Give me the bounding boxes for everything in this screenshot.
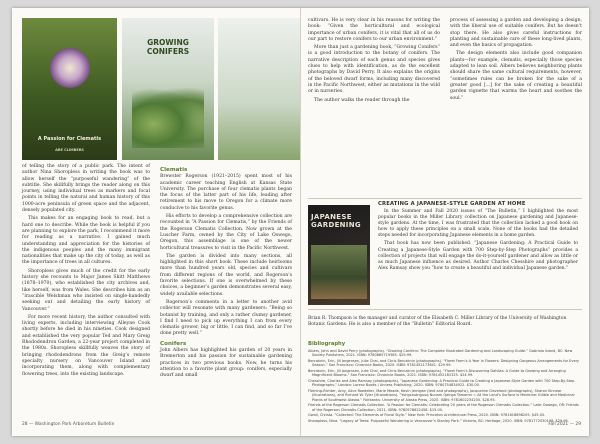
left-page-footer: 28 — Washington Park Arboretum Bulletin bbox=[22, 422, 115, 427]
bibliography-entry: Fleming-Richter, Amy, Alice Roedeker, Marie Meade, Kevin Jernigan (text and photographs), Jacqueline Cleveland (photographs), Sharon Kinnear (illustrations), and Richard W. Tyler (illustrations). “Yungcautnguuq Nunam Qainga Tamarmi = All the Land’s Surface Is Medicine: Edible and Medicinal Plants of Southwest Alaska.” Fairbanks: University of Alaska Press, 2020. ISBN: 9781602234200. $28.95. bbox=[308, 388, 575, 403]
paragraph: That book has now been published. “Japanese Gardening: A Practical Guide to Creating a Japanese-Style Garden with 700 Step-by-Step Photographs” provides a collection of projects that will engage the do-it-yourself gardener and allow as little or as much Japanese influence as desired. Author Charles Chesshire and photographer Alex Ramsay show you “how to create a beautiful and individual Japanese garden.” bbox=[378, 241, 578, 271]
paragraph: The author walks the reader through the bbox=[314, 97, 410, 103]
paragraph: His efforts to develop a comprehensive collection are recounted in “A Passion for Clematis,” by the Friends of the Rogerson Clematis Collection. Now grown at the Luscher Farm, owned by the City of Lake Oswego, Oregon, this assemblage is one of the newer horticultural treasures to visit in the Pacific Northwest. bbox=[160, 214, 292, 251]
conifer-photo bbox=[132, 88, 204, 148]
sidebar-heading: CREATING A JAPANESE-STYLE GARDEN AT HOME bbox=[378, 201, 526, 207]
page-gutter bbox=[300, 8, 301, 436]
right-page-footer: Fall 2021 — 29 bbox=[548, 422, 581, 427]
paragraph: This makes for an engaging book to read, but a hard one to describe. While the book is helpful if you are planning to explore the park, I recommend it more for reading as a narrative. I gained much understanding and appreciation for the histories of the indigenous peoples and the many immigrant nationalities that make up the city of today, as well as the importance of trees in all cultures. bbox=[22, 216, 150, 266]
bibliography-entry: Chesshire, Charles and Alex Ramsay (photographs). “Japanese Gardening: A Practical Guide to Creating a Japanese-Style Garden with 700 Step-By-Step Photographs.” London: Lorenz Books / Anness Publishing, 2020. ISBN: 9780754834922. $30.00. bbox=[308, 378, 575, 388]
bibliography-entry: Bercaknin, Erin, Jill Jorgensen, Julie Chai, and Chris Bercaknin (photographs). “Floret Farm’s Discovering Dahlias: A Guide to Growing and Arranging Magnificent Blooms.” San Francisco: Chronicle Books, 2021. ISBN: 9781452181325. $24.99. bbox=[308, 368, 566, 378]
clematis-flower-image bbox=[50, 48, 90, 88]
paragraph: Brewster Rogerson (1921–2015) spent most of his academic career teaching English at Kansas State University. The purchase of four clematis plants began the focus of the latter part of his life, leading after retirement to his move to Oregon for a climate more conducive to his favorite genus. bbox=[160, 174, 292, 211]
garden-photo bbox=[311, 245, 367, 299]
section-heading-clematis: Clematis bbox=[160, 167, 188, 173]
sidebar-japanese-garden bbox=[308, 198, 582, 310]
bibliography-entry: Shoropless, Nina. “Legacy of Trees: Purposeful Wandering in Vancouver’s Stanley Park.” Victoria, BC: Heritage, 2020. ISBN: 9781772030198. $29.95. bbox=[308, 418, 569, 423]
magazine-spread bbox=[12, 8, 589, 436]
cover-title: A Passion for Clematis bbox=[37, 136, 102, 142]
cover-title: JAPANESE GARDENING bbox=[311, 213, 361, 229]
right-column-1 bbox=[308, 18, 440, 106]
section-heading-conifers: Conifers bbox=[160, 340, 187, 347]
bibliography-entry: Friends of the Rogerson Clematis Collection. “A Passion for Clematis: Celebrating 20 years of the Rogerson Clematis Collection.” Lake Oswego, OR: Friends of the Rogerson Clematis Collection, 2021. ISBN: 9780578622458. $15.00. bbox=[308, 403, 579, 413]
paragraph: of telling the story of a public park. The intent of author Nina Shoropless in writing the book was to allow herself the “purposeful wandering” of the subtitle. She skillfully brings the reader along on this journey, using individual trees as markers and focal points in telling the natural and human history of this 1000-acre peninsula of green space and the adjacent, densely populated city. bbox=[22, 164, 150, 214]
left-column-2 bbox=[160, 164, 292, 382]
book-cover-japanese-gardening bbox=[308, 205, 370, 305]
paragraph: The garden is divided into many sections, all highlighted in this short book. These include heirlooms more than hundred years old, species and cultivars from different regions of the world, and Rogerson’s favorite selections. If one is overwhelmed by these choices, a beginner’s garden demonstrates several easy, widely available selections. bbox=[160, 253, 292, 297]
cover-subtitle: ARE CLIMBERS bbox=[55, 148, 84, 152]
paragraph: Shoropless gives much of the credit for the early history she recounts to Major James Skitt Matthews (1878–1970), who established the city archives and, like herself, was from Wales. She describes him as an “irascible Welshman who insisted on single-handedly seeking out and detailing the early history of Vancouver.” bbox=[22, 268, 150, 312]
paragraph: More than just a gardening book, “Growing Conifers” is a good introduction to the botany of conifers. The narrative description of each genus and species gives clues to help with identification, as do the excellent photographs by David Perry. It also explains the origins of the beloved dwarf forms, including many discovered in the Pacific Northwest, either as mutations in the wild or in nurseries. bbox=[308, 45, 440, 95]
bibliography-entry: Bercaknin, Erin, Jill Jorgensen, Julie Chai, and Chris Bercaknin (photographs). “Floret Farm’s A Year in Flowers: Designing Gorgeous Arrangements for Every Season.” San Francisco: Chronicle Books, 2020. ISBN: 9781452173641. $29.99. bbox=[308, 358, 580, 368]
author-bio: Brian R. Thompson is the manager and curator of the Elisabeth C. Miller Library of the University of Washington Botanic Gardens. He is also a member of the “Bulletin” Editorial Board. bbox=[308, 316, 567, 328]
bibliography-entry: Gwall, Christa. “Collected: The Elements of Floral Style.” New York: Princeton Architectural Press, 2020. ISBN: 9781616898205. $45.00. bbox=[308, 413, 546, 418]
bibliography-heading: Bibliography bbox=[308, 341, 346, 347]
paragraph: The design elements also include good companion plants—for example, clematis, especially those species adapted to lean soil. Albers believes neighboring plants should share the same cultural requirements, however, “sometimes rules can be broken for the sake of a greater good […] for the sake of creating a beautiful garden vignette that warms the heart and soothes the soul.” bbox=[450, 51, 582, 101]
paragraph: For more recent history, the author consulted with living experts, including interviewing Alleyne Cook shortly before he died in his nineties. Cook designed and established the very popular Ted and Mary Greig Rhododendron Garden, a 22-year project completed in the 1980s. Shoropless skillfully weaves the story of bringing rhododendrons from the Greig’s remote specialty nursery on Vancouver Island and incorporating them, along with complementary flowering trees, into the existing landscape. bbox=[22, 314, 150, 377]
background-photo bbox=[218, 18, 300, 160]
paragraph: In the Summer and Fall 2020 issues of “The Bulletin,” I highlighted the most popular books in the Miller Library collection on Japanese gardening and Japanese-style gardens. At the time, I was frustrated that the collection lacked a good book on how to apply these principles on a small scale. None of the books had the detailed steps needed for incorporating Japanese elements in a home garden. bbox=[378, 209, 578, 239]
bibliography bbox=[308, 342, 582, 424]
paragraph: John Albers has highlighted his garden of 20 years in Bremerton and his passion for sustainable gardening practices in two previous books. Now, he turns his attention to a favorite plant group: conifers, especially dwarf and small bbox=[160, 348, 292, 379]
left-column-1 bbox=[22, 164, 150, 380]
sidebar-text bbox=[378, 209, 578, 274]
cover-title: GROWING CONIFERS bbox=[146, 38, 190, 56]
right-column-2 bbox=[450, 18, 582, 104]
book-cover-passion-for-clematis bbox=[22, 18, 117, 160]
book-cover-growing-conifers bbox=[122, 18, 214, 160]
bibliography-entry: Albers, John and David Perry (photographs). “Growing Conifers: The Complete Illustrated Gardening and Landscaping Guide.” Gabriola Island, BC: New Society Publishers, 2021. ISBN: 9780865719385. $29.99. bbox=[308, 348, 573, 358]
paragraph: cultivars. He is very clear in his reasons for writing the book: “Given the horticultural and ecological importance of urban conifers, it is vital that all of us do our part to restore conifers to our urban environment.” bbox=[308, 18, 440, 42]
paragraph: Rogerson’s comments in a letter to another avid collector will resonate with many gardeners: “Being so botanist by training, and only a rather clumsy gardener, I find I need to pick up everything I can from every clematis grower, big or little, I can find, and so far I’ve done pretty well.” bbox=[160, 299, 292, 337]
paragraph: process of assessing a garden and developing a design, with the liberal use of suitable conifers. But he doesn’t stop there. He also gives careful instructions for planting and sustainable care of these long-lived plants, and even the basics of propagation. bbox=[450, 18, 582, 49]
